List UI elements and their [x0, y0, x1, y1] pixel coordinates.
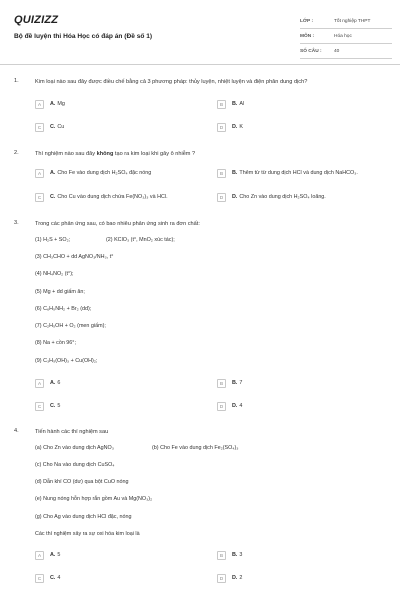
statement: (b) Cho Fe vào dung dịch Fe₂(SO₄)₃ — [152, 445, 239, 451]
option-letter: B. — [232, 101, 238, 107]
option-box: D — [217, 193, 226, 202]
option-b[interactable] — [217, 99, 244, 109]
option-box: C — [35, 193, 44, 202]
option-box: C — [35, 123, 44, 132]
question-text: Thí nghiệm nào sau đây không tạo ra kim loại khi gây ô nhiễm ? — [35, 151, 196, 157]
statement: (d) Dẫn khí CO (dư) qua bột CuO nóng — [35, 479, 129, 485]
meta-value: Tốt nghiệp THPT — [334, 18, 371, 24]
statement: (c) Cho Na vào dung dịch CuSO₄ — [35, 462, 115, 468]
option-box: A — [35, 379, 44, 388]
option-letter: D. — [232, 575, 238, 581]
option-letter: B. — [232, 380, 238, 386]
option-text: Thêm từ từ dung dịch HCl và dung dịch NaHCO₃. — [239, 170, 358, 176]
option-letter: B. — [232, 170, 238, 176]
option-text: 5 — [57, 403, 61, 409]
option-text: Cho Fe vào dung dịch H₂SO₄ đặc nóng — [57, 170, 152, 176]
option-text: 2 — [239, 575, 243, 581]
option-box: B — [217, 100, 226, 109]
emphasis-text: không — [96, 151, 114, 157]
meta-key: LỚP : — [300, 18, 314, 24]
meta-row-subject — [300, 29, 392, 44]
option-box: B — [217, 551, 226, 560]
option-letter: A. — [50, 101, 56, 107]
statement: (7) C₂H₅OH + O₂ (men giấm); — [35, 323, 106, 329]
meta-value: Hóa học — [334, 33, 352, 39]
option-c[interactable] — [35, 192, 168, 202]
option-text: Cu — [57, 124, 65, 130]
option-text: Cho Cu vào dung dịch chứa Fe(NO₃)₃ và HCl. — [57, 194, 168, 200]
option-a[interactable] — [35, 550, 60, 560]
meta-row-class — [300, 14, 392, 29]
option-letter: D. — [232, 403, 238, 409]
question-number: 1. — [14, 78, 19, 84]
option-d[interactable] — [217, 401, 242, 411]
option-text: Cho Zn vào dung dịch H₂SO₄ loãng. — [239, 194, 326, 200]
option-box: D — [217, 402, 226, 411]
option-box: B — [217, 169, 226, 178]
option-a[interactable] — [35, 378, 60, 388]
meta-table — [300, 14, 392, 59]
option-letter: D. — [232, 124, 238, 130]
meta-value: 40 — [334, 48, 340, 54]
option-text: 6 — [57, 380, 61, 386]
option-a[interactable] — [35, 99, 65, 109]
option-b[interactable] — [217, 168, 358, 178]
meta-key: SỐ CÂU : — [300, 48, 322, 54]
question-text: Tiến hành các thí nghiệm sau — [35, 429, 109, 435]
option-b[interactable] — [217, 378, 242, 388]
option-c[interactable] — [35, 401, 60, 411]
option-box: D — [217, 574, 226, 583]
option-letter: B. — [232, 552, 238, 558]
statement: (g) Cho Ag vào dung dịch HCl đặc, nóng — [35, 514, 132, 520]
option-letter: C. — [50, 403, 56, 409]
statement: (5) Mg + dd giấm ăn; — [35, 289, 85, 295]
option-letter: D. — [232, 194, 238, 200]
option-c[interactable] — [35, 122, 64, 132]
option-b[interactable] — [217, 550, 242, 560]
meta-row-count — [300, 44, 392, 59]
option-box: D — [217, 123, 226, 132]
option-box: A — [35, 100, 44, 109]
option-box: A — [35, 169, 44, 178]
option-box: B — [217, 379, 226, 388]
option-d[interactable] — [217, 573, 242, 583]
option-text: 7 — [239, 380, 243, 386]
statement: (e) Nung nóng hỗn hợp rắn gồm Au và Mg(NO₃)₂ — [35, 496, 153, 502]
logo-text: QUIZIZZ — [14, 14, 59, 26]
statement: (2) KClO₃ (t°, MnO₂ xúc tác); — [106, 237, 175, 243]
question-text: Trong các phản ứng sau, có bao nhiêu phản ứng sinh ra đơn chất: — [35, 221, 200, 227]
statement: (8) Na + cồn 96°; — [35, 340, 76, 346]
option-c[interactable] — [35, 573, 60, 583]
option-letter: A. — [50, 552, 56, 558]
meta-key: MÔN : — [300, 33, 315, 39]
option-d[interactable] — [217, 192, 326, 202]
option-letter: A. — [50, 380, 56, 386]
question-number: 3. — [14, 220, 19, 226]
option-box: C — [35, 402, 44, 411]
option-letter: C. — [50, 124, 56, 130]
option-text: 4 — [239, 403, 243, 409]
statement: (6) C₆H₅NH₂ + Br₂ (dd); — [35, 306, 92, 312]
statement: (1) H₂S + SO₂; — [35, 237, 71, 243]
header-divider — [0, 64, 400, 65]
option-text: Mg — [57, 101, 65, 107]
option-d[interactable] — [217, 122, 243, 132]
option-letter: A. — [50, 170, 56, 176]
statement: (4) NH₄NO₂ (t°); — [35, 271, 74, 277]
option-letter: C. — [50, 194, 56, 200]
question-number: 4. — [14, 428, 19, 434]
document-title: Bộ đề luyện thi Hóa Học có đáp án (Đề số 1) — [14, 33, 153, 40]
statement: (3) CH₃CHO + dd AgNO₃/NH₃, t° — [35, 254, 114, 260]
option-box: A — [35, 551, 44, 560]
option-text: K — [239, 124, 244, 130]
option-letter: C. — [50, 575, 56, 581]
statement: (9) C₃H₅(OH)₃ + Cu(OH)₂; — [35, 358, 98, 364]
question-text: Kim loại nào sau đây được điều chế bằng cả 3 phương pháp: thủy luyện, nhiệt luyện và điện phân dung dịch? — [35, 79, 308, 85]
option-a[interactable] — [35, 168, 151, 178]
quizizz-logo — [14, 14, 58, 26]
option-text: 4 — [57, 575, 61, 581]
closing-text: Các thí nghiệm xảy ra sự oxi hóa kim loại là — [35, 531, 140, 537]
option-text: Al — [239, 101, 245, 107]
option-text: 3 — [239, 552, 243, 558]
statement: (a) Cho Zn vào dung dịch AgNO₃ — [35, 445, 114, 451]
question-number: 2. — [14, 150, 19, 156]
option-box: C — [35, 574, 44, 583]
option-text: 5 — [57, 552, 61, 558]
